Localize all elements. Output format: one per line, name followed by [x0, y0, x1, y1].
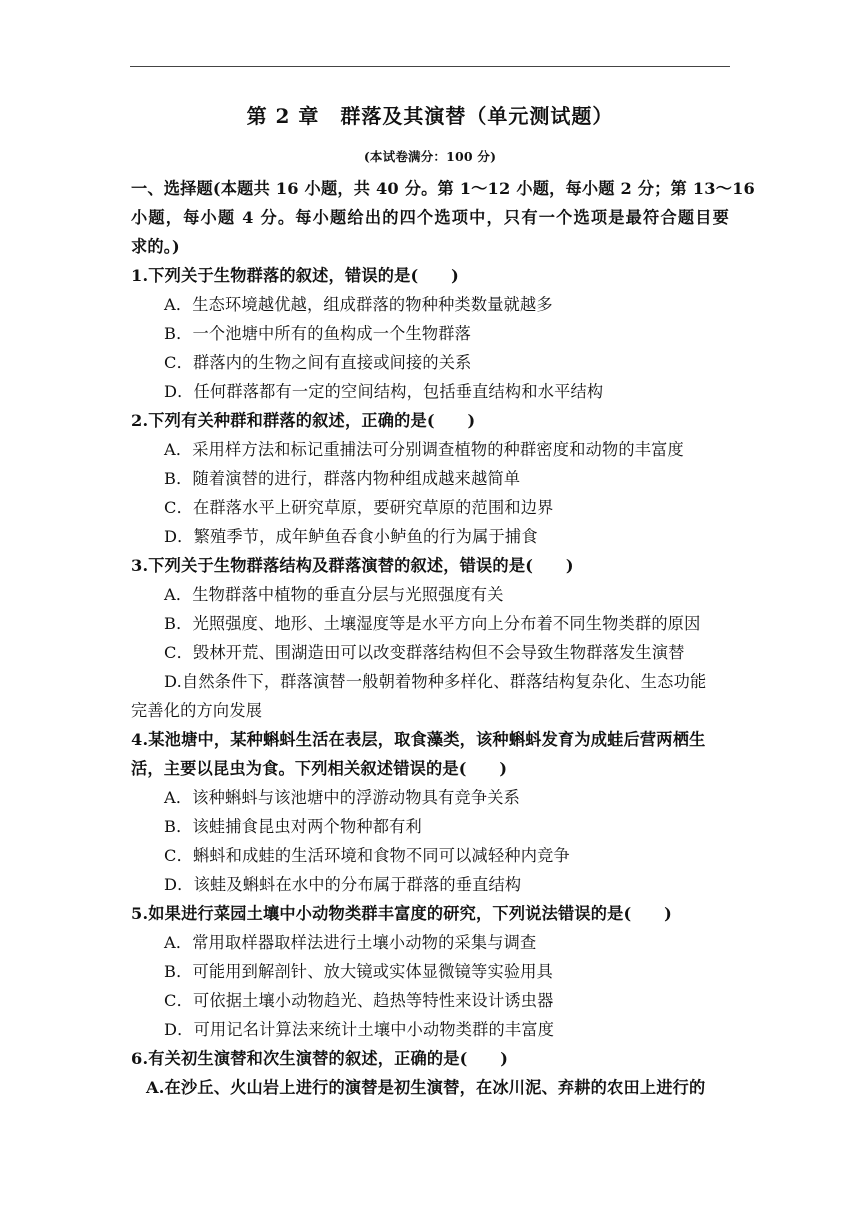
option-a: A．采用样方法和标记重捕法可分别调查植物的种群密度和动物的丰富度 — [164, 440, 684, 459]
score-note: (本试卷满分：100 分) — [363, 149, 497, 164]
question-stem-continuation: 活，主要以昆虫为食。下列相关叙述错误的是( ) — [131, 759, 508, 778]
section-intro-line: 小题，每小题 4 分。每小题给出的四个选项中，只有一个选项是最符合题目要 — [131, 208, 729, 227]
question-stem: 4.某池塘中，某种蝌蚪生活在表层，取食藻类，该种蝌蚪发育为成蛙后营两栖生 — [131, 730, 706, 749]
option-d: D．繁殖季节，成年鲈鱼吞食小鲈鱼的行为属于捕食 — [164, 527, 538, 546]
question-stem: 6.有关初生演替和次生演替的叙述，正确的是( ) — [131, 1049, 509, 1068]
page-title: 第 2 章 群落及其演替（单元测试题） — [246, 104, 614, 128]
question-stem: 1.下列关于生物群落的叙述，错误的是( ) — [131, 266, 459, 285]
header-rule — [130, 66, 730, 67]
section-intro-line: 一、选择题(本题共 16 小题，共 40 分。第 1～12 小题，每小题 2 分；第 13～16 — [131, 179, 756, 198]
option-c: C．可依据土壤小动物趋光、趋热等特性来设计诱虫器 — [164, 991, 554, 1010]
question-stem: 2.下列有关种群和群落的叙述，正确的是( ) — [131, 411, 476, 430]
option-a: A．生物群落中植物的垂直分层与光照强度有关 — [164, 585, 504, 604]
option-a: A．常用取样器取样法进行土壤小动物的采集与调查 — [164, 933, 537, 952]
question-stem: 5.如果进行菜园土壤中小动物类群丰富度的研究，下列说法错误的是( ) — [131, 904, 673, 923]
option-b: B．光照强度、地形、土壤湿度等是水平方向上分布着不同生物类群的原因 — [164, 614, 701, 633]
option-d-continuation: 完善化的方向发展 — [131, 701, 263, 720]
option-b: B．该蛙捕食昆虫对两个物种都有利 — [164, 817, 422, 836]
option-c: C．在群落水平上研究草原，要研究草原的范围和边界 — [164, 498, 554, 517]
option-b: B．可能用到解剖针、放大镜或实体显微镜等实验用具 — [164, 962, 554, 981]
section-intro-line: 求的。) — [131, 237, 180, 256]
option-b: B．一个池塘中所有的鱼构成一个生物群落 — [164, 324, 472, 343]
option-c: C．毁林开荒、围湖造田可以改变群落结构但不会导致生物群落发生演替 — [164, 643, 685, 662]
option-a: A.在沙丘、火山岩上进行的演替是初生演替，在冰川泥、弃耕的农田上进行的 — [146, 1078, 706, 1097]
option-a: A．生态环境越优越，组成群落的物种种类数量就越多 — [164, 295, 553, 314]
option-d: D．任何群落都有一定的空间结构，包括垂直结构和水平结构 — [164, 382, 604, 401]
question-stem: 3.下列关于生物群落结构及群落演替的叙述，错误的是( ) — [131, 556, 574, 575]
option-d: D．可用记名计算法来统计土壤中小动物类群的丰富度 — [164, 1020, 555, 1039]
option-c: C．群落内的生物之间有直接或间接的关系 — [164, 353, 472, 372]
option-d: D．该蛙及蝌蚪在水中的分布属于群落的垂直结构 — [164, 875, 522, 894]
option-d: D.自然条件下，群落演替一般朝着物种多样化、群落结构复杂化、生态功能 — [164, 672, 707, 691]
option-b: B．随着演替的进行，群落内物种组成越来越简单 — [164, 469, 521, 488]
option-c: C．蝌蚪和成蛙的生活环境和食物不同可以减轻种内竞争 — [164, 846, 570, 865]
option-a: A．该种蝌蚪与该池塘中的浮游动物具有竞争关系 — [164, 788, 521, 807]
